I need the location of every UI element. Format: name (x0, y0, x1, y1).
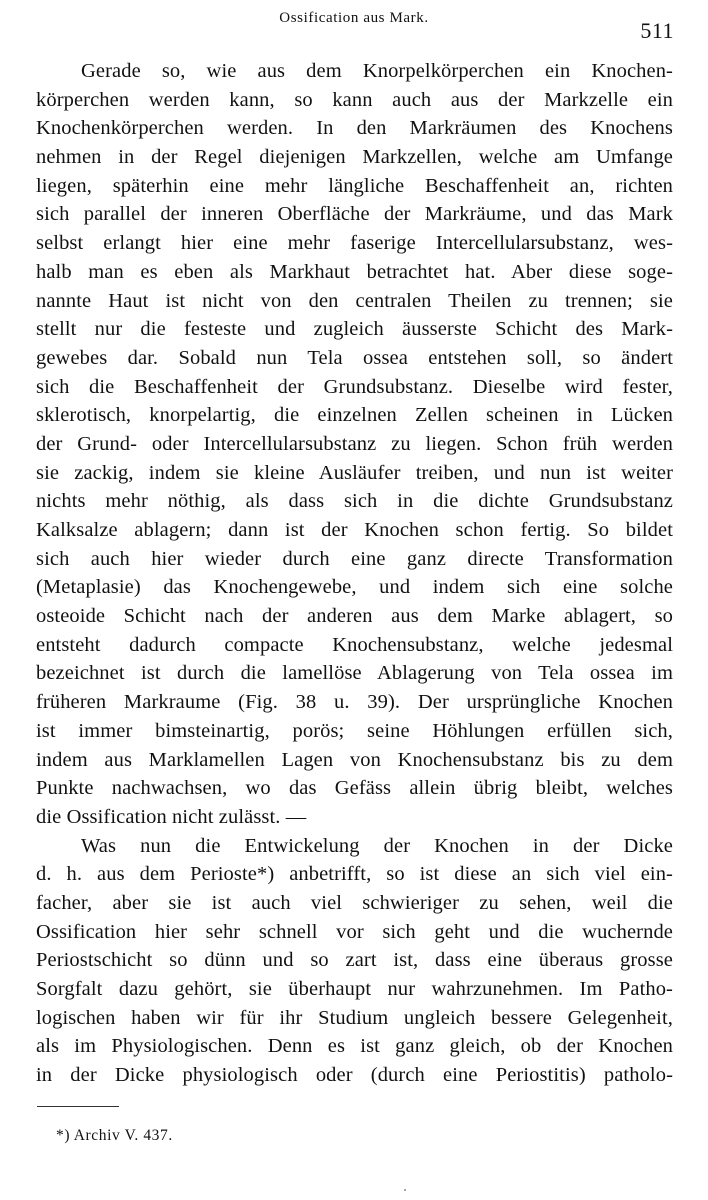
text-line: liegen, späterhin eine mehr längliche Beschaffenheit an, richten (36, 174, 673, 197)
text-line: Gerade so, wie aus dem Knorpelkörperchen ein Knochen- (81, 60, 673, 82)
text-line: nannte Haut ist nicht von den centralen Theilen zu trennen; sie (36, 289, 673, 312)
text-line: sich parallel der inneren Oberfläche der Markräume, und das Mark (36, 203, 673, 226)
text-line: sich die Beschaffenheit der Grundsubstanz. Dieselbe wird fester, (36, 375, 673, 398)
body-text (36, 57, 673, 1090)
running-title: Ossification aus Mark. (279, 10, 429, 26)
text-line: ist immer bimsteinartig, porös; seine Höhlungen erfüllen sich, (36, 719, 673, 742)
text-line: der Grund- oder Intercellularsubstanz zu liegen. Schon früh werden (36, 432, 673, 455)
text-line: nichts mehr nöthig, als dass sich in die dichte Grundsubstanz (36, 490, 673, 513)
text-line: Knochenkörperchen werden. In den Markräumen des Knochens (36, 117, 673, 140)
print-speck (404, 1189, 406, 1191)
text-line: entsteht dadurch compacte Knochensubstanz, welche jedesmal (36, 633, 673, 656)
text-line: halb man es eben als Markhaut betrachtet hat. Aber diese soge- (36, 260, 673, 283)
footnote-divider (37, 1106, 119, 1107)
text-line: Was nun die Entwickelung der Knochen in der Dicke (81, 834, 673, 857)
running-header (0, 8, 708, 43)
text-line: facher, aber sie ist auch viel schwieriger zu sehen, weil die (36, 891, 673, 914)
text-line: sklerotisch, knorpelartig, die einzelnen Zellen scheinen in Lücken (36, 404, 673, 427)
text-line: in der Dicke physiologisch oder (durch eine Periostitis) patholo- (36, 1064, 673, 1087)
footnote: *) Archiv V. 437. (56, 1127, 173, 1144)
page-number: 511 (640, 18, 674, 43)
text-line: als im Physiologischen. Denn es ist ganz gleich, ob der Knochen (36, 1035, 673, 1058)
text-line: logischen haben wir für ihr Studium ungleich bessere Gelegenheit, (36, 1006, 673, 1029)
text-line: körperchen werden kann, so kann auch aus der Markzelle ein (36, 88, 673, 111)
text-line: d. h. aus dem Perioste*) anbetrifft, so ist diese an sich viel ein- (36, 863, 673, 886)
text-line: (Metaplasie) das Knochengewebe, und indem sich eine solche (36, 576, 673, 599)
text-line: Periostschicht so dünn und so zart ist, dass eine überaus grosse (36, 949, 673, 972)
text-line: Punkte nachwachsen, wo das Gefäss allein übrig bleibt, welches (36, 777, 673, 800)
text-line: gewebes dar. Sobald nun Tela ossea entstehen soll, so ändert (36, 346, 673, 369)
text-line: früheren Markraume (Fig. 38 u. 39). Der ursprüngliche Knochen (36, 691, 673, 714)
text-line: indem aus Marklamellen Lagen von Knochensubstanz bis zu dem (36, 748, 673, 771)
text-line: Ossification hier sehr schnell vor sich geht und die wuchernde (36, 920, 673, 943)
text-line: sie zackig, indem sie kleine Ausläufer treiben, und nun ist weiter (36, 461, 673, 484)
text-line: bezeichnet ist durch die lamellöse Ablagerung von Tela ossea im (36, 662, 673, 685)
text-line: stellt nur die festeste und zugleich äusserste Schicht des Mark- (36, 318, 673, 341)
text-line: selbst erlangt hier eine mehr faserige Intercellularsubstanz, wes- (36, 232, 673, 255)
text-line: sich auch hier wieder durch eine ganz directe Transformation (36, 547, 673, 570)
text-line: nehmen in der Regel diejenigen Markzellen, welche am Umfange (36, 146, 673, 169)
text-line: die Ossification nicht zulässt. — (36, 805, 307, 828)
text-line: Sorgfalt dazu gehört, sie überhaupt nur wahrzunehmen. Im Patho- (36, 978, 673, 1000)
text-line: osteoide Schicht nach der anderen aus dem Marke ablagert, so (36, 605, 673, 628)
text-line: Kalksalze ablagern; dann ist der Knochen schon fertig. So bildet (36, 519, 673, 541)
